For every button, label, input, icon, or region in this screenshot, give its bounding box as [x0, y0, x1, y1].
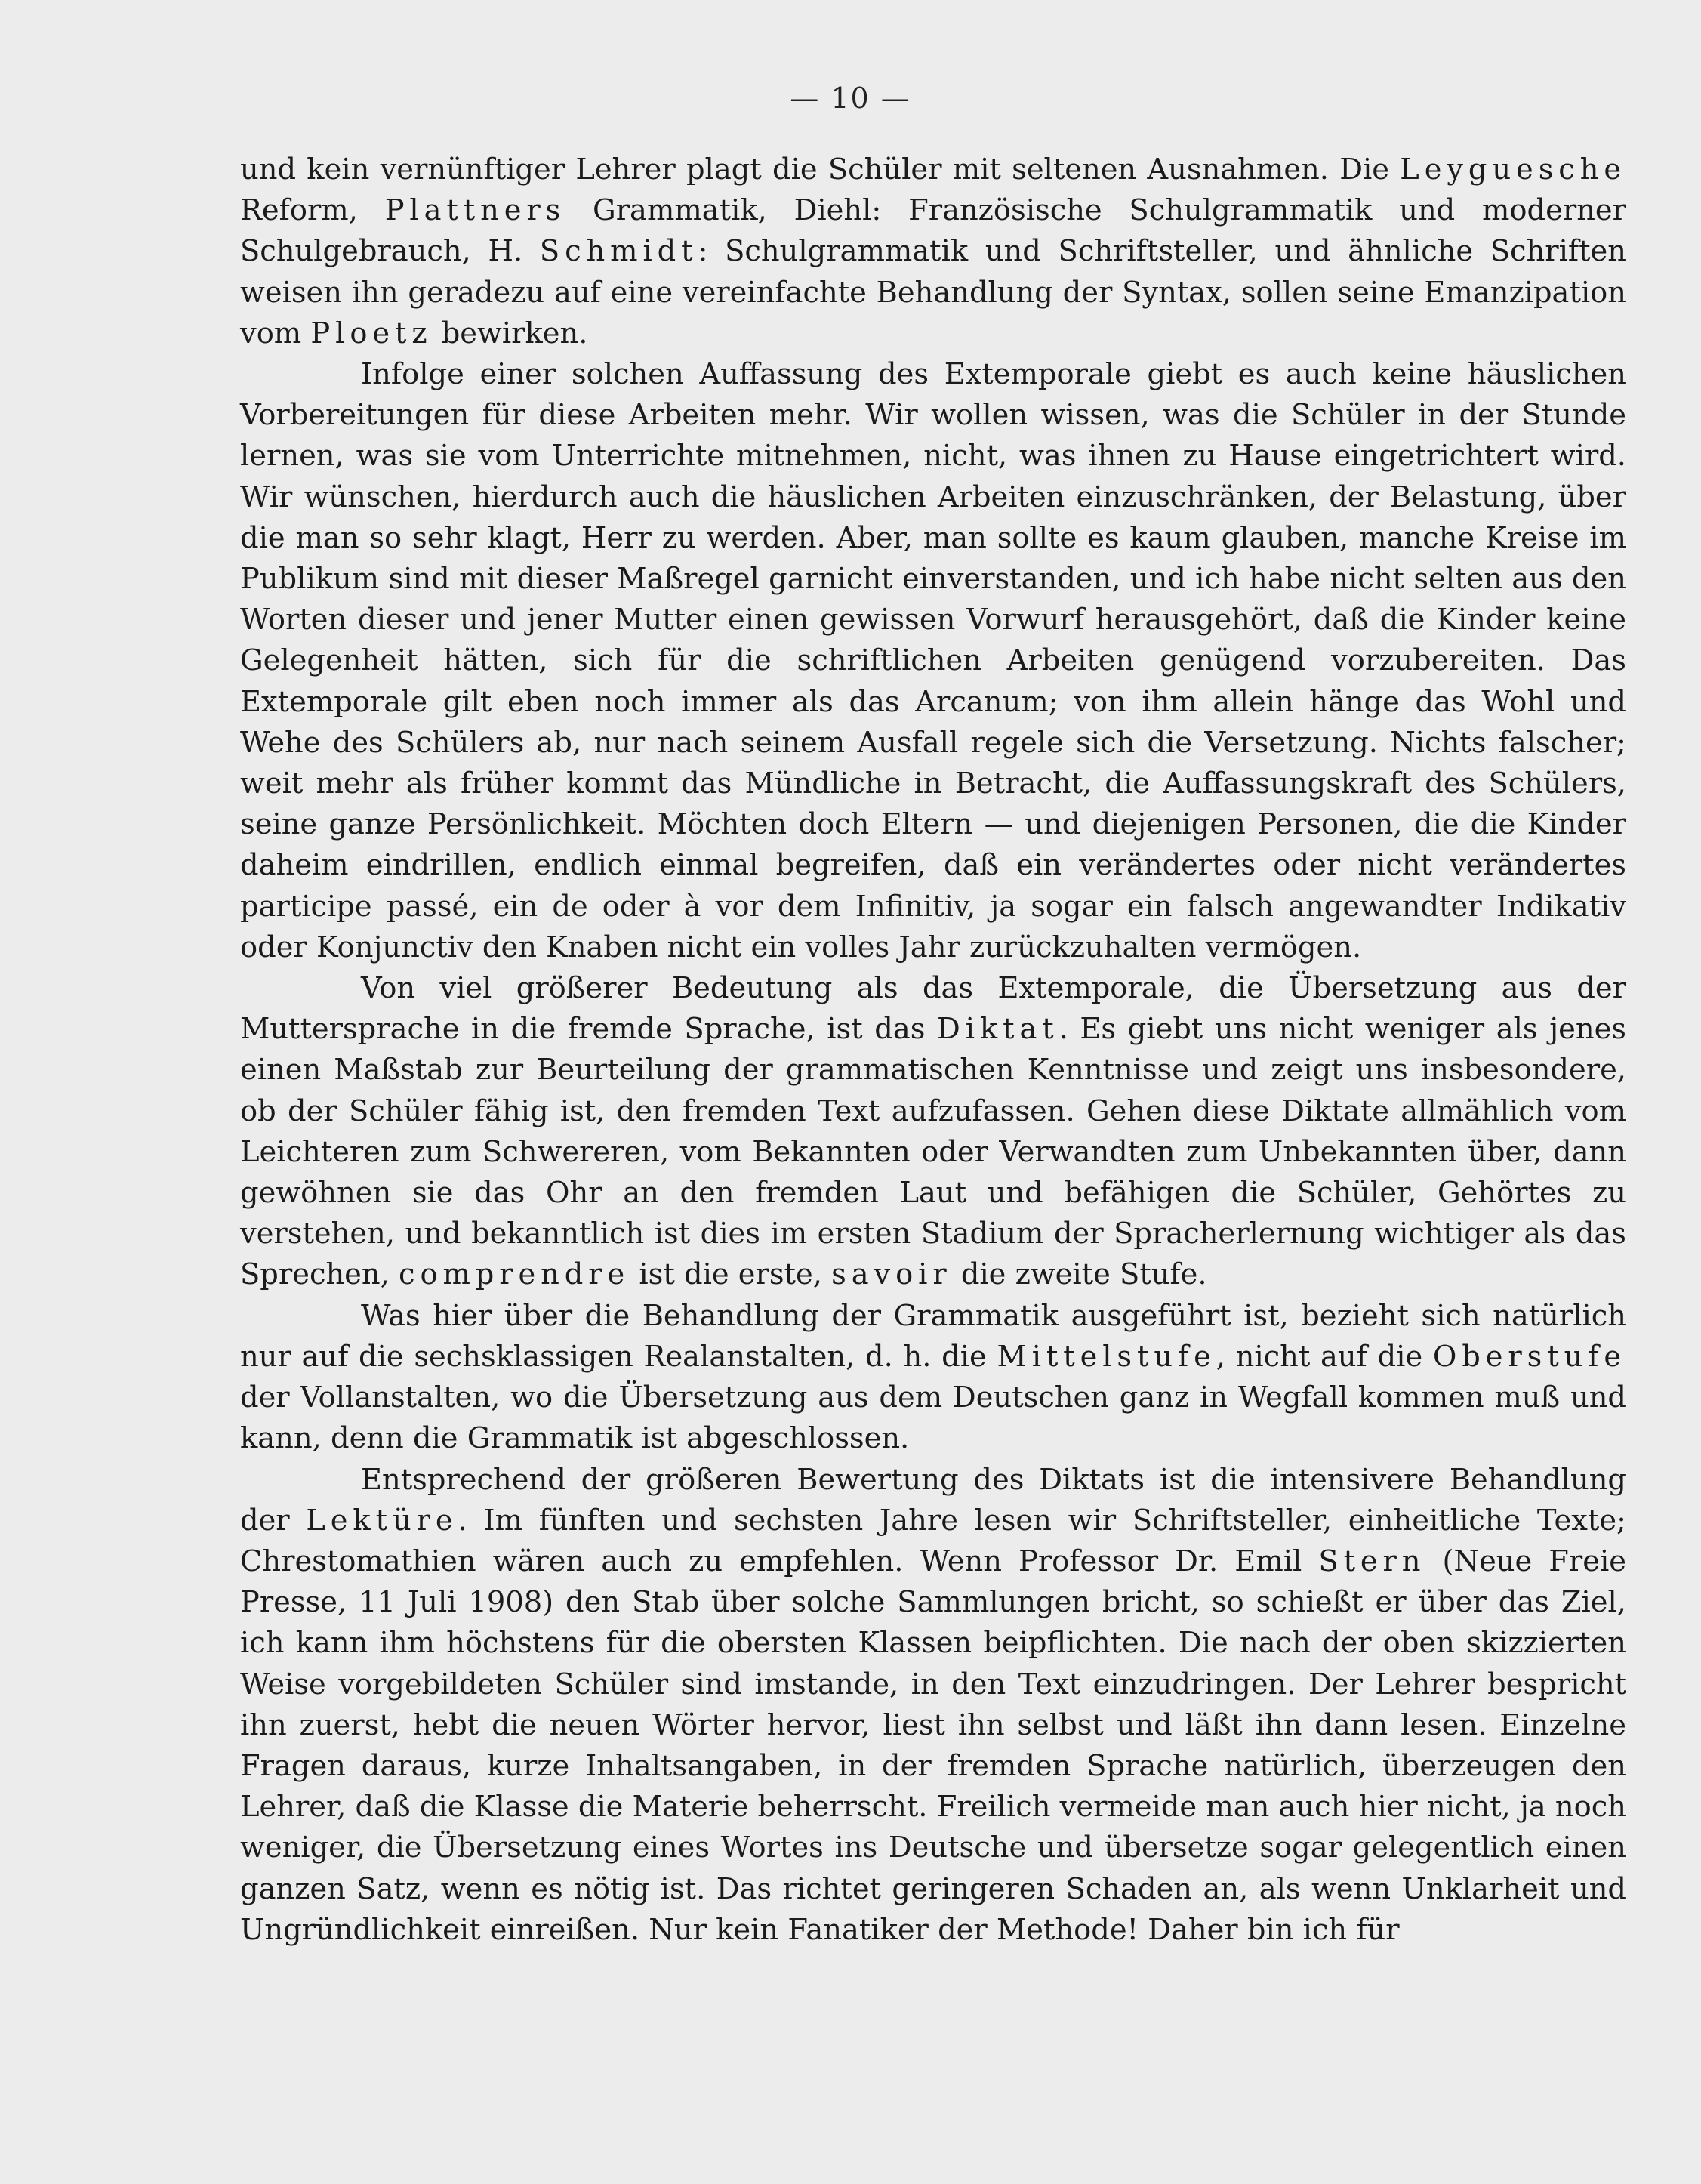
spaced-emphasis: Leyguesche	[1400, 153, 1626, 187]
paragraph-p2	[240, 354, 1626, 968]
text-run: bewirken.	[432, 316, 588, 350]
paragraph-p4	[240, 1296, 1626, 1460]
page-number: — 10 —	[790, 82, 911, 115]
text-run: der Vollanstalten, wo die Übersetzung aus dem Deutschen ganz in Wegfall kommen muß und kann, denn die Grammatik ist abgeschlossen.	[240, 1380, 1626, 1456]
text-run: die zweite Stufe.	[951, 1257, 1207, 1292]
text-run: (Neue Freie Presse, 11 Juli 1908) den Stab über solche Sammlungen bricht, so schießt er über das Ziel, ich kann ihm höchstens für die obersten Klassen beipflichten. Die nach der oben skizzierten Weise vorgebildeten Schüler sind imstande, in den Text einzudringen. Der Lehrer bespricht ihn zuerst, hebt die neuen Wörter hervor, liest ihn selbst und läßt ihn dann lesen. Einzelne Fragen daraus, kurze Inhaltsangaben, in der fremden Sprache natürlich, überzeugen den Lehrer, daß die Klasse die Materie beherrscht. Freilich vermeide man auch hier nicht, ja noch weniger, die Übersetzung eines Wortes ins Deutsche und übersetze sogar gelegentlich einen ganzen Satz, wenn es nötig ist. Das richtet geringeren Schaden an, als wenn Unklarheit und Ungründlichkeit einreißen. Nur kein Fanatiker der Methode! Daher bin ich für	[240, 1544, 1626, 1947]
spaced-emphasis: Stern	[1318, 1544, 1426, 1578]
text-run: . Es giebt uns nicht weniger als jenes einen Maßstab zur Beurteilung der grammatischen Kenntnisse und zeigt uns insbesondere, ob der Schüler fähig ist, den fremden Text aufzufassen. Gehen diese Diktate allmählich vom Leichteren zum Schwereren, vom Bekannten oder Verwandten zum Unbekannten über, dann gewöhnen sie das Ohr an den fremden Laut und befähigen die Schüler, Gehörtes zu verstehen, und bekanntlich ist dies im ersten Stadium der Spracherlernung wichtiger als das Sprechen,	[240, 1012, 1626, 1292]
text-run: Was hier über die Behandlung der Grammatik ausgeführt ist, bezieht sich natürlich nur auf die sechsklassigen Realanstalten, d. h. die	[240, 1298, 1626, 1374]
text-run: , nicht auf die	[1216, 1339, 1433, 1374]
spaced-emphasis: Oberstufe	[1432, 1339, 1627, 1374]
spaced-emphasis: Ploetz	[310, 316, 433, 350]
text-run: Entsprechend der größeren Bewertung des Diktats ist die intensivere Behandlung der	[240, 1462, 1626, 1538]
paragraph-p5	[240, 1460, 1626, 1951]
spaced-emphasis: comprendre	[399, 1257, 630, 1292]
text-run: und kein vernünftiger Lehrer plagt die Schüler mit seltenen Ausnahmen. Die	[240, 153, 1401, 187]
paragraph-p1	[240, 150, 1626, 354]
spaced-emphasis: Mittelstufe	[997, 1339, 1216, 1374]
text-run: : Schulgrammatik und Schriftsteller, und ähnliche Schriften weisen ihn geradezu auf eine vereinfachte Behandlung der Syntax, sollen seine Emanzipation vom	[240, 234, 1626, 350]
spaced-emphasis: Plattners	[384, 193, 566, 228]
spaced-emphasis: Diktat	[937, 1012, 1059, 1047]
body-text	[240, 150, 1626, 1951]
spaced-emphasis: savoir	[831, 1257, 952, 1292]
spaced-emphasis: Lektüre	[306, 1503, 458, 1538]
paragraph-p3	[240, 968, 1626, 1296]
text-run: Grammatik, Diehl: Französische Schulgrammatik und moderner Schulgebrauch, H.	[240, 193, 1626, 269]
text-run: Von viel größerer Bedeutung als das Extemporale, die Übersetzung aus der Muttersprache in die fremde Sprache, ist das	[240, 971, 1626, 1047]
text-run: Infolge einer solchen Auffassung des Extemporale giebt es auch keine häuslichen Vorbereitungen für diese Arbeiten mehr. Wir wollen wissen, was die Schüler in der Stunde lernen, was sie vom Unterrichte mitnehmen, nicht, was ihnen zu Hause eingetrichtert wird. Wir wünschen, hierdurch auch die häuslichen Arbeiten einzuschränken, der Belastung, über die man so sehr klagt, Herr zu werden. Aber, man sollte es kaum glauben, manche Kreise im Publikum sind mit dieser Maßregel garnicht einverstanden, und ich habe nicht selten aus den Worten dieser und jener Mutter einen gewissen Vorwurf herausgehört, daß die Kinder keine Gelegenheit hätten, sich für die schriftlichen Arbeiten genügend vorzubereiten. Das Extemporale gilt eben noch immer als das Arcanum; von ihm allein hänge das Wohl und Wehe des Schülers ab, nur nach seinem Ausfall regele sich die Versetzung. Nichts falscher; weit mehr als früher kommt das Mündliche in Betracht, die Auffassungskraft des Schülers, seine ganze Persönlichkeit. Möchten doch Eltern — und diejenigen Personen, die die Kinder daheim eindrillen, endlich einmal begreifen, daß ein verändertes oder nicht verändertes participe passé, ein de oder à vor dem Infinitiv, ja sogar ein falsch angewandter Indikativ oder Konjunctiv den Knaben nicht ein volles Jahr zurückzuhalten vermögen.	[240, 357, 1626, 964]
spaced-emphasis: Schmidt	[539, 234, 698, 269]
text-run: ist die erste,	[630, 1257, 832, 1292]
text-run: . Im fünften und sechsten Jahre lesen wir Schriftsteller, einheitliche Texte; Chrestomathien wären auch zu empfehlen. Wenn Professor Dr. Emil	[240, 1503, 1626, 1578]
text-run: Reform,	[240, 193, 385, 228]
